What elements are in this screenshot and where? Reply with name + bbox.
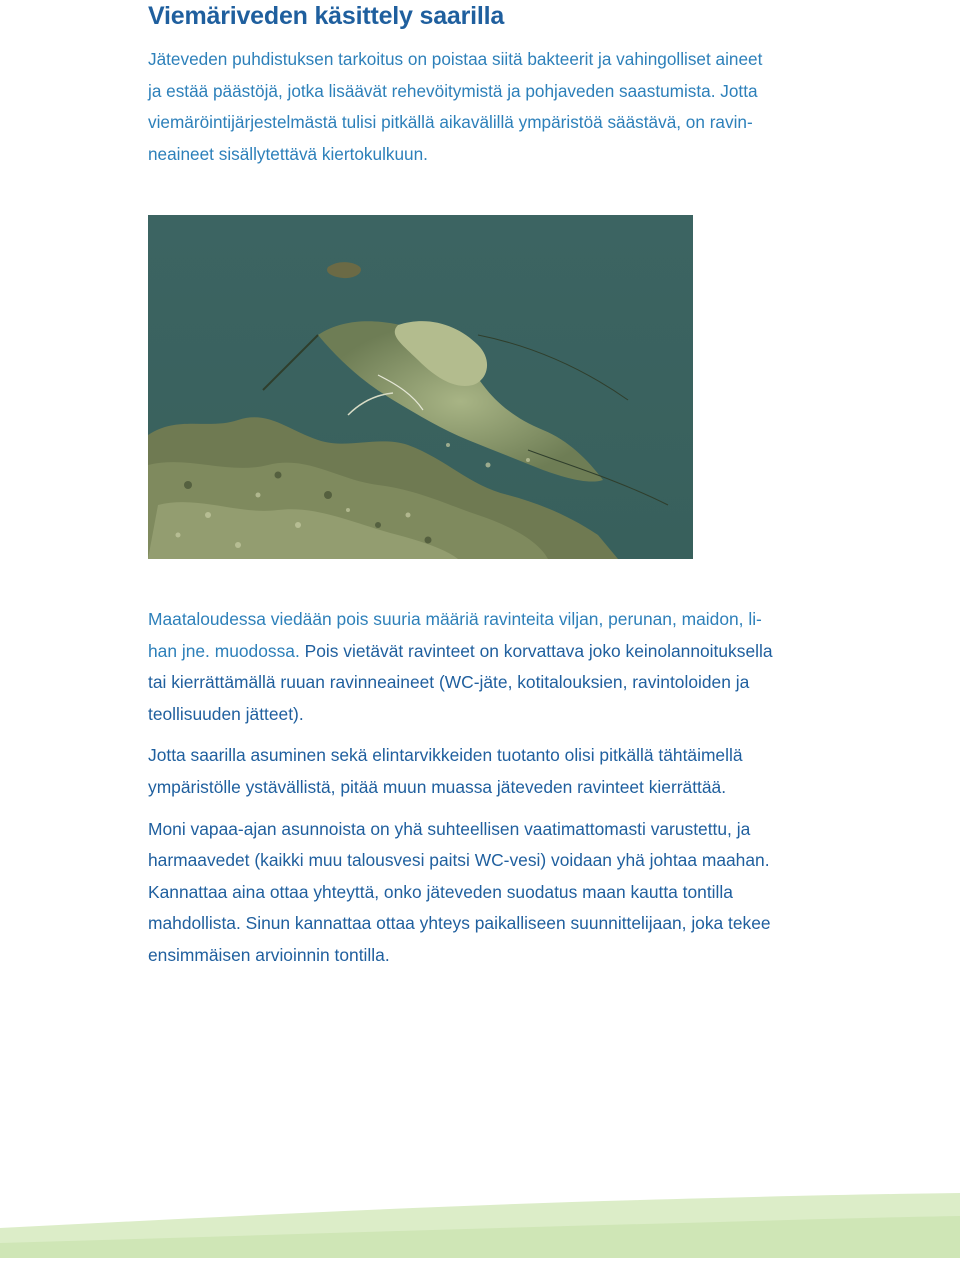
paragraph-holiday-homes [148,814,848,972]
paragraph-line: Maataloudessa viedään pois suuria määriä ravinteita viljan, perunan, maidon, li- [148,609,762,629]
paragraph-island-living [148,740,848,803]
paragraph-line-mixed [148,636,848,668]
paragraph-line: Jotta saarilla asuminen sekä elintarvikkeiden tuotanto olisi pitkällä tähtäimellä [148,745,743,766]
paragraph-line: harmaavedet (kaikki muu talousvesi paitsi WC-vesi) voidaan yhä johtaa maahan. [148,850,770,871]
paragraph-lead-fragment: han jne. muodossa. [148,640,300,661]
footer-wave-graphic [0,1188,960,1258]
paragraph-line: Moni vapaa-ajan asunnoista on yhä suhteellisen vaatimattomasti varustettu, ja [148,818,751,839]
footer-green-wave [0,1188,960,1258]
paragraph-line: teollisuuden jätteet). [148,703,304,724]
paragraph-rest-fragment: Pois vietävät ravinteet on korvattava joko keinolannoituksella [299,640,773,661]
algae-water-photo [148,215,693,559]
paragraph-line: ensimmäisen arvioinnin tontilla. [148,944,390,965]
paragraph-line: ympäristölle ystävällistä, pitää muun muassa jäteveden ravinteet kierrättää. [148,776,727,797]
intro-paragraph [148,44,848,170]
intro-line: viemäröintijärjestelmästä tulisi pitkällä aikavälillä ympäristöä säästävä, on ravin- [148,112,753,132]
paragraph-line: Kannattaa aina ottaa yhteyttä, onko jäteveden suodatus maan kautta tontilla [148,881,733,902]
intro-line: neaineet sisällytettävä kiertokulkuun. [148,143,428,164]
intro-line: ja estää päästöjä, jotka lisäävät rehevöitymistä ja pohjaveden saastumista. Jotta [148,80,758,101]
paragraph-line: tai kierrättämällä ruuan ravinneaineet (WC-jäte, kotitalouksien, ravintoloiden ja [148,672,750,693]
paragraph-agriculture [148,604,848,730]
paragraph-line: mahdollista. Sinun kannattaa ottaa yhteys paikalliseen suunnittelijaan, joka tekee [148,913,771,934]
body-text [148,604,848,982]
intro-line: Jäteveden puhdistuksen tarkoitus on poistaa siitä bakteerit ja vahingolliset aineet [148,49,763,69]
photo-illustration [148,215,693,559]
page-title: Viemäriveden käsittely saarilla [148,2,505,30]
